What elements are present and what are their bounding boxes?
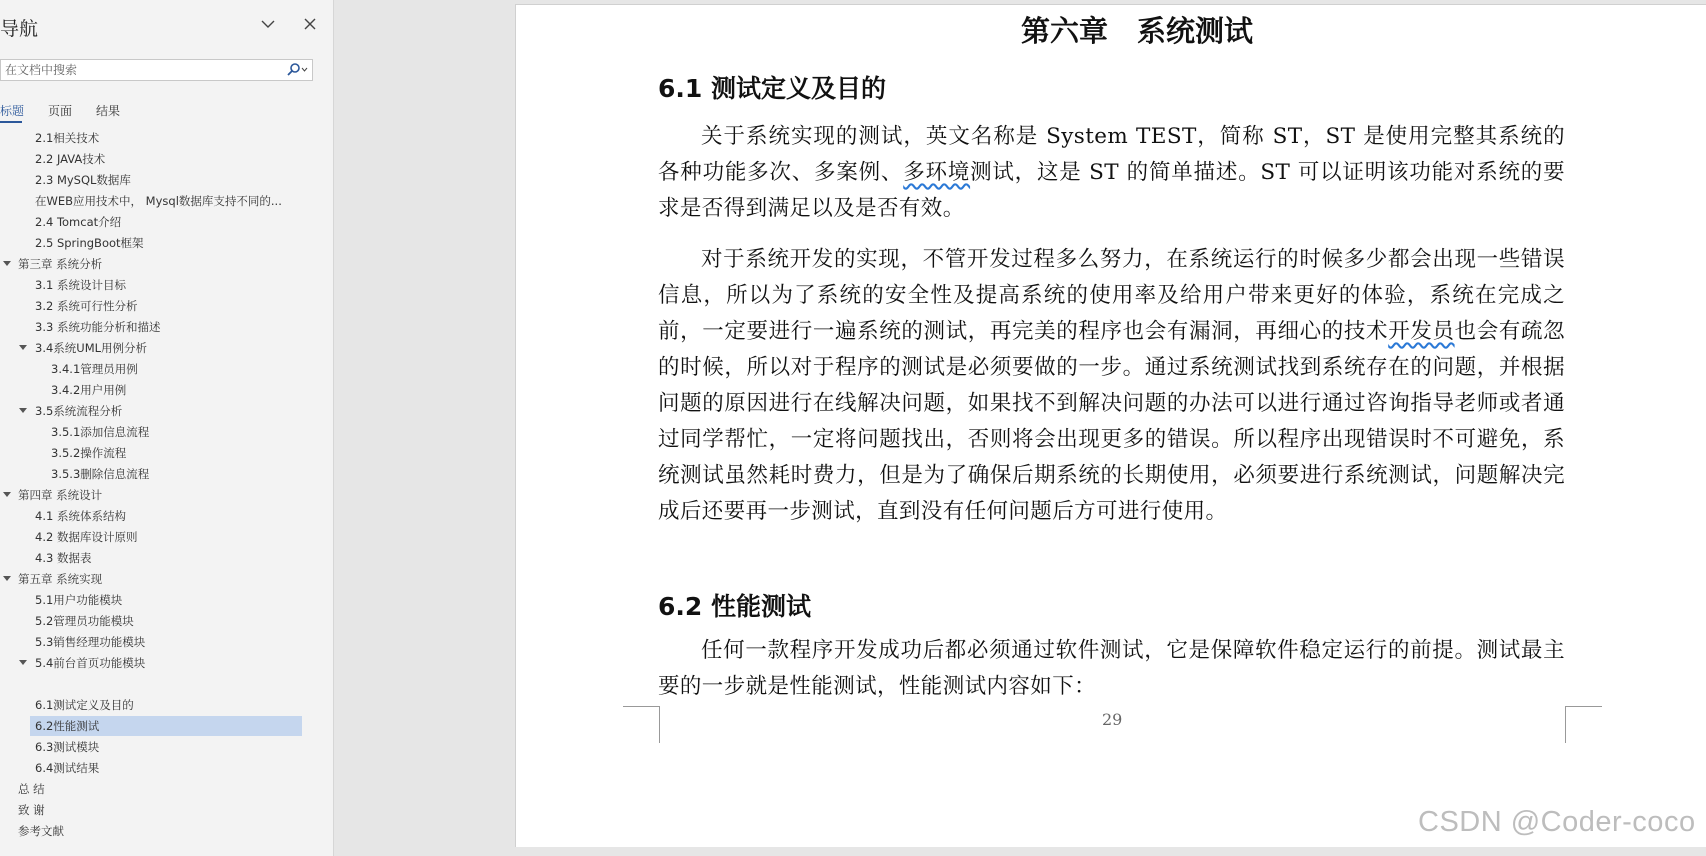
expand-caret-icon[interactable] — [19, 408, 27, 413]
outline-item-label: 6.4测试结果 — [35, 761, 100, 775]
outline-item[interactable] — [0, 590, 333, 610]
outline-item-label: 4.1 系统体系结构 — [35, 509, 126, 523]
active-tab-indicator — [0, 121, 22, 123]
paragraph-text: 关于系统实现的测试，英文名称是 System TEST，简称 ST，ST 是使用完整其系统的各种功能多次、多案例、 — [658, 124, 1565, 185]
outline-item-label: 3.4系统UML用例分析 — [35, 341, 148, 355]
paragraph-1 — [658, 119, 1565, 227]
outline-item[interactable] — [0, 800, 333, 820]
outline-item-label: 在WEB应用技术中， Mysql数据库支持不同的... — [35, 194, 282, 208]
outline-item[interactable] — [0, 569, 333, 589]
outline-item-label: 2.5 SpringBoot框架 — [35, 236, 144, 250]
search-input[interactable] — [5, 61, 281, 79]
close-icon[interactable] — [300, 14, 320, 34]
outline-item-label: 2.3 MySQL数据库 — [35, 173, 131, 187]
page-corner-mark — [623, 706, 660, 743]
tab-pages[interactable]: 页面 — [48, 104, 73, 118]
tab-results[interactable]: 结果 — [96, 104, 121, 118]
outline-item[interactable] — [0, 779, 333, 799]
outline-item-label: 3.4.2用户用例 — [51, 383, 127, 397]
outline-item-label: 6.2性能测试 — [35, 719, 100, 733]
expand-caret-icon[interactable] — [3, 261, 11, 266]
outline-item[interactable] — [0, 401, 333, 421]
expand-caret-icon[interactable] — [19, 345, 27, 350]
spellcheck-word[interactable]: 多环境 — [903, 160, 971, 185]
document-page — [515, 4, 1706, 847]
chapter-title: 第六章 系统测试 — [1021, 14, 1254, 48]
outline-item[interactable] — [0, 506, 333, 526]
outline-item-label: 参考文献 — [18, 824, 64, 838]
spellcheck-word[interactable]: 开发员 — [1388, 319, 1455, 344]
nav-title: 导航 — [0, 18, 39, 40]
outline-item-label: 3.5系统流程分析 — [35, 404, 123, 418]
outline-item[interactable] — [0, 275, 333, 295]
outline-item-label: 2.2 JAVA技术 — [35, 152, 106, 166]
expand-caret-icon[interactable] — [19, 660, 27, 665]
search-icon[interactable] — [282, 62, 310, 78]
outline-item-label: 4.3 数据表 — [35, 551, 92, 565]
outline-item[interactable] — [0, 359, 333, 379]
expand-caret-icon[interactable] — [3, 576, 11, 581]
outline-item-label: 2.4 Tomcat介绍 — [35, 215, 122, 229]
outline-item[interactable] — [0, 695, 333, 715]
outline-item-label: 4.2 数据库设计原则 — [35, 530, 138, 544]
outline-item[interactable] — [0, 443, 333, 463]
outline-item[interactable] — [0, 170, 333, 190]
navigation-pane — [0, 0, 334, 856]
outline-item[interactable] — [0, 632, 333, 652]
outline-item[interactable] — [0, 380, 333, 400]
outline-item[interactable] — [0, 233, 333, 253]
outline-item[interactable] — [0, 128, 333, 148]
outline-item[interactable] — [0, 212, 333, 232]
outline-item[interactable] — [0, 296, 333, 316]
outline-item[interactable] — [0, 191, 333, 211]
paragraph-text: 测试，这是 ST 的简单描述。ST 可以证明该功能对系统的要求是否得到满足以及是否有效。 — [658, 160, 1565, 221]
outline-item[interactable] — [0, 611, 333, 631]
outline-item-label: 3.5.1添加信息流程 — [51, 425, 150, 439]
chevron-down-icon[interactable] — [258, 14, 278, 34]
outline-item-label: 5.1用户功能模块 — [35, 593, 123, 607]
outline-item-label: 5.4前台首页功能模块 — [35, 656, 146, 670]
outline-item[interactable] — [0, 737, 333, 757]
outline-item-label: 第四章 系统设计 — [18, 488, 103, 502]
outline-item-label: 5.2管理员功能模块 — [35, 614, 134, 628]
outline-item-label: 3.2 系统可行性分析 — [35, 299, 138, 313]
expand-caret-icon[interactable] — [3, 492, 11, 497]
outline-item[interactable] — [0, 338, 333, 358]
outline-item-label: 致 谢 — [18, 803, 45, 817]
outline-item[interactable] — [0, 527, 333, 547]
outline-item-label: 6.3测试模块 — [35, 740, 100, 754]
page-number: 29 — [1102, 710, 1123, 729]
paragraph-2 — [658, 242, 1565, 530]
outline-item-label: 2.1相关技术 — [35, 131, 100, 145]
outline-item[interactable] — [0, 716, 333, 736]
paragraph-text: 对于系统开发的实现，不管开发过程多么努力，在系统运行的时候多少都会出现一些错误信息，所以为了系统的安全性及提高系统的使用率及给用户带来更好的体验，系统在完成之前，一定要进行一遍系统的测试，再完美的程序也会有漏洞，再细心的技术 — [658, 247, 1565, 344]
outline-item[interactable] — [0, 317, 333, 337]
outline-item[interactable] — [0, 149, 333, 169]
outline-item[interactable] — [0, 485, 333, 505]
page-corner-mark — [1565, 706, 1602, 743]
tab-headings[interactable]: 标题 — [0, 104, 25, 118]
outline-item[interactable] — [0, 548, 333, 568]
outline-item-label: 总 结 — [18, 782, 45, 796]
outline-item[interactable] — [0, 254, 333, 274]
outline-item[interactable] — [0, 464, 333, 484]
outline-item-label: 3.5.2操作流程 — [51, 446, 127, 460]
search-box — [0, 59, 313, 81]
outline-item[interactable] — [0, 758, 333, 778]
outline-item-label: 第三章 系统分析 — [18, 257, 103, 271]
outline-item[interactable] — [0, 821, 333, 841]
outline-item[interactable] — [0, 422, 333, 442]
outline-item[interactable] — [0, 674, 333, 694]
outline-item-label: 3.4.1管理员用例 — [51, 362, 138, 376]
section-heading-6-1: 6.1 测试定义及目的 — [658, 74, 886, 103]
paragraph-3: 任何一款程序开发成功后都必须通过软件测试，它是保障软件稳定运行的前提。测试最主要的一步就是性能测试，性能测试内容如下： — [658, 638, 1565, 699]
watermark-text: CSDN @Coder-coco — [1418, 806, 1696, 838]
outline-item-label: 6.1测试定义及目的 — [35, 698, 134, 712]
section-heading-6-2: 6.2 性能测试 — [658, 592, 811, 621]
outline-item-label: 第五章 系统实现 — [18, 572, 103, 586]
paragraph-text: 也会有疏忽的时候，所以对于程序的测试是必须要做的一步。通过系统测试找到系统存在的问题，并根据问题的原因进行在线解决问题，如果找不到解决问题的办法可以进行通过咨询指导老师或者通过同学帮忙，一定将问题找出，否则将会出现更多的错误。所以程序出现错误时不可避免，系统测试虽然耗时费力，但是为了确保后期系统的长期使用，必须要进行系统测试，问题解决完成后还要再一步测试，直到没有任何问题后方可进行使用。 — [658, 319, 1565, 524]
outline-item-label: 3.5.3删除信息流程 — [51, 467, 150, 481]
outline-item-label: 3.3 系统功能分析和描述 — [35, 320, 161, 334]
outline-item-label: 5.3销售经理功能模块 — [35, 635, 146, 649]
outline-item[interactable] — [0, 653, 333, 673]
outline-item-label: 3.1 系统设计目标 — [35, 278, 126, 292]
